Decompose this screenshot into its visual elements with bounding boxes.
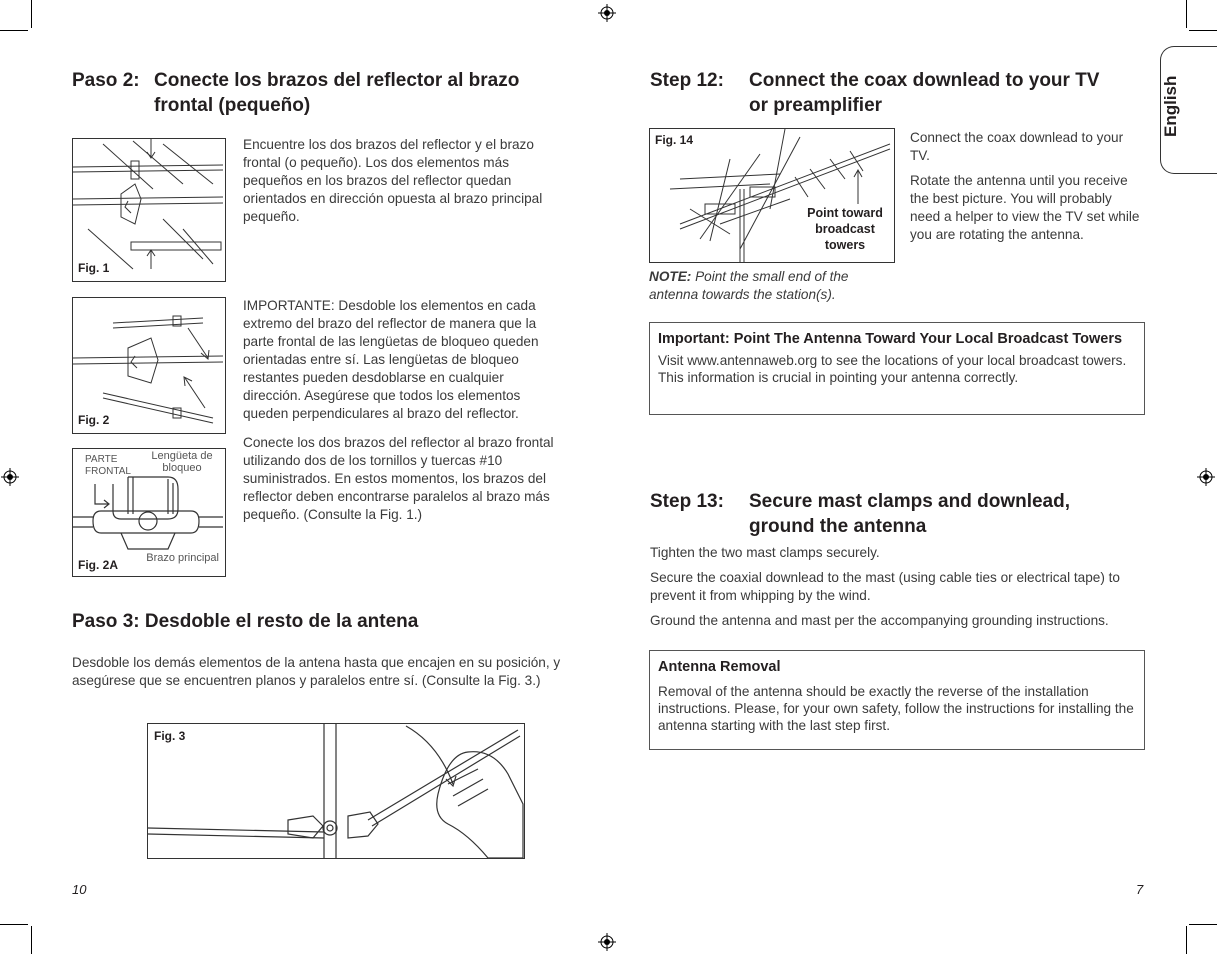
- registration-mark-icon: [598, 4, 616, 22]
- crop-mark: [1186, 0, 1187, 28]
- fig1-illustration: [72, 138, 226, 282]
- important-box-body: Visit www.antennaweb.org to see the locations of your local broadcast towers. This information is crucial in pointing your antenna correctly.: [658, 353, 1127, 385]
- crop-mark: [0, 924, 28, 925]
- step12-title-line2: or preamplifier: [749, 95, 883, 116]
- step3-heading: [72, 609, 572, 634]
- fig2-illustration: [72, 297, 226, 434]
- step12-paragraph: Connect the coax downlead to your TV.: [910, 130, 1124, 163]
- step2-title-line1: Conecte los brazos del reflector al brazo: [154, 70, 520, 91]
- step2-label: Paso 2:: [72, 70, 140, 91]
- step2-heading: [72, 68, 572, 120]
- step3-para: [72, 654, 568, 697]
- step12-note: [649, 268, 889, 304]
- note-text: Point the small end of the antenna towards the station(s).: [649, 269, 849, 302]
- fig3-label: Fig. 3: [154, 729, 186, 743]
- fig14-illustration: [649, 128, 895, 263]
- fig2a-brazo-principal: Brazo principal: [146, 552, 219, 564]
- fig2a-label: Fig. 2A: [78, 558, 119, 572]
- registration-mark-icon: [598, 933, 616, 951]
- step13-heading: [650, 489, 1150, 541]
- step2-para2-3: [243, 297, 565, 531]
- fig2a-parte-frontal: PARTE FRONTAL: [85, 454, 131, 477]
- crop-mark: [1189, 924, 1217, 925]
- crop-mark: [1186, 926, 1187, 954]
- fig2a-illustration: [72, 448, 226, 577]
- fig14-callout: Point toward broadcast towers: [800, 205, 890, 253]
- page-number-right: 7: [1136, 882, 1144, 897]
- step12-label: Step 12:: [650, 70, 724, 91]
- registration-mark-icon: [1197, 468, 1215, 486]
- step13-paragraph: Tighten the two mast clamps securely.: [650, 545, 880, 560]
- step12-paragraph: Rotate the antenna until you receive the best picture. You will probably need a helper to view the TV set while you are rotating the antenna.: [910, 173, 1140, 242]
- page-number-left: 10: [72, 882, 87, 897]
- step13-paragraph: Secure the coaxial downlead to the mast (using cable ties or electrical tape) to prevent it from whipping by the wind.: [650, 570, 1120, 603]
- fig2-label: Fig. 2: [78, 413, 110, 427]
- important-box-title: Important: Point The Antenna Toward Your Local Broadcast Towers: [658, 331, 1123, 347]
- important-box: [649, 322, 1145, 415]
- step3-paragraph: Desdoble los demás elementos de la antena hasta que encajen en su posición, y asegúrese que se encuentren planos y paralelos entre sí. (Consulte la Fig. 3.): [72, 655, 561, 688]
- fig2a-lengueta: Lengüeta de bloqueo: [151, 450, 213, 474]
- crop-mark: [1189, 30, 1217, 31]
- removal-box: [649, 650, 1145, 750]
- step3-title: Paso 3: Desdoble el resto de la antena: [72, 611, 419, 632]
- step12-title-line1: Connect the coax downlead to your TV: [749, 70, 1100, 91]
- crop-mark: [31, 0, 32, 28]
- step13-paragraph: Ground the antenna and mast per the accompanying grounding instructions.: [650, 613, 1109, 628]
- step13-label: Step 13:: [650, 491, 724, 512]
- crop-mark: [31, 926, 32, 954]
- step13-title-line1: Secure mast clamps and downlead,: [749, 491, 1070, 512]
- step2-title-line2: frontal (pequeño): [154, 95, 311, 116]
- note-label: NOTE:: [649, 269, 692, 284]
- step12-text: [910, 129, 1142, 251]
- fig14-label: Fig. 14: [655, 133, 694, 147]
- removal-box-title: Antenna Removal: [658, 659, 781, 675]
- fig3-illustration: [147, 723, 525, 859]
- registration-mark-icon: [1, 468, 19, 486]
- fig1-label: Fig. 1: [78, 261, 110, 275]
- removal-box-body: Removal of the antenna should be exactly the reverse of the installation instructions. Please, for your own safety, follow the instructions for installing the antenna starting with the last step first.: [658, 684, 1134, 733]
- language-tab-label: English: [1161, 75, 1180, 137]
- language-tab: [1160, 46, 1217, 174]
- step12-heading: [650, 68, 1150, 120]
- step2-para1: [243, 136, 565, 233]
- crop-mark: [0, 30, 28, 31]
- step2-paragraph: Conecte los dos brazos del reflector al brazo frontal utilizando dos de los tornillos y tuercas #10 suministrados. En estos momentos, los brazos del reflector deben encontrarse paralelos al brazo más pequeño. (Consulte la Fig. 1.): [243, 435, 554, 522]
- step13-text: [650, 544, 1146, 637]
- step13-title-line2: ground the antenna: [749, 516, 927, 537]
- step2-paragraph: Encuentre los dos brazos del reflector y el brazo frontal (o pequeño). Los dos elementos más pequeños en los brazos del reflector quedan orientados en dirección opuesta al brazo principal pequeño.: [243, 137, 543, 224]
- step2-paragraph: IMPORTANTE: Desdoble los elementos en cada extremo del brazo del reflector de manera que la parte frontal de las lengüetas de bloqueo queden orientadas entre sí. Las lengüetas de bloqueo restantes pueden desdoblarse en cualquier dirección. Asegúrese que todos los elementos queden perpendiculares al brazo del reflector.: [243, 298, 539, 421]
